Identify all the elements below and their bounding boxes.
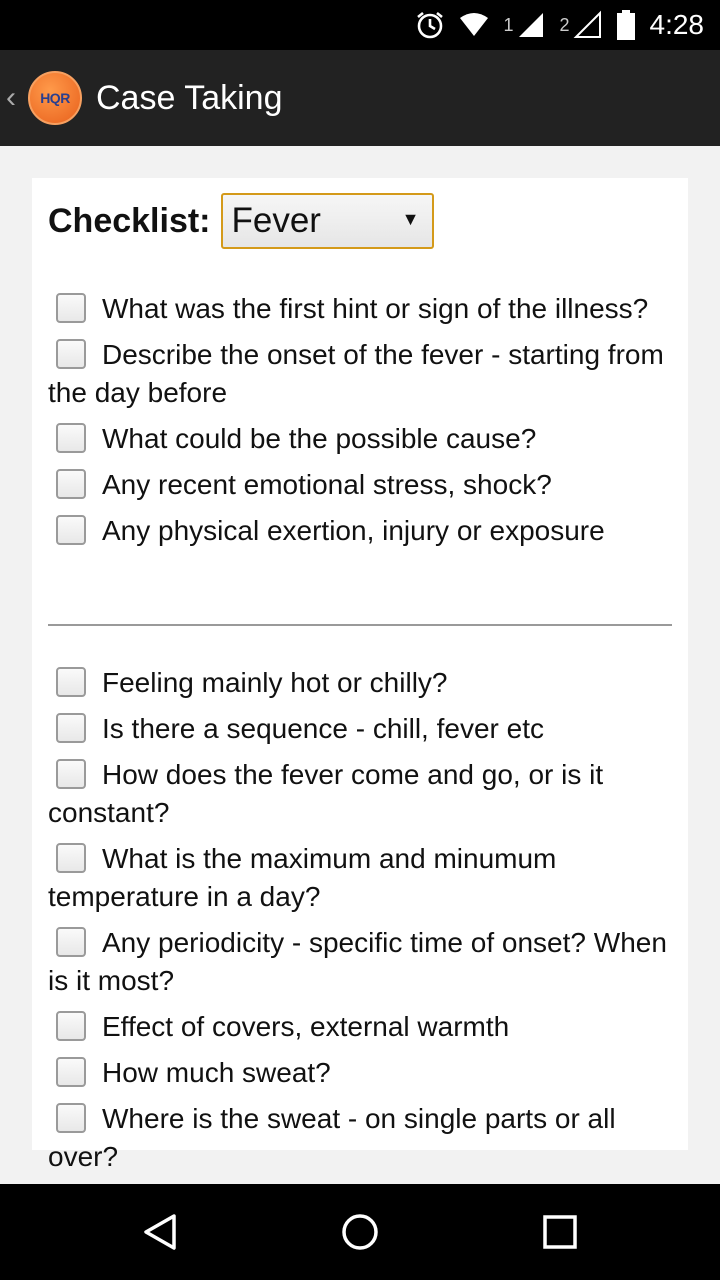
checkbox[interactable] xyxy=(56,759,86,789)
checklist-select[interactable] xyxy=(221,193,434,249)
checkbox[interactable] xyxy=(56,339,86,369)
checklist-item[interactable] xyxy=(48,1008,678,1046)
checklist-item[interactable] xyxy=(48,290,678,328)
back-triangle-icon[interactable] xyxy=(140,1212,180,1252)
checklist-item[interactable] xyxy=(48,924,678,1000)
checkbox[interactable] xyxy=(56,1103,86,1133)
checklist-item-label: How does the fever come and go, or is it constant? xyxy=(48,759,604,828)
sim1-label: 1 xyxy=(503,14,514,35)
checklist-item-label: Any physical exertion, injury or exposure xyxy=(102,515,605,546)
app-bar xyxy=(0,50,720,146)
checklist-card xyxy=(32,178,688,1172)
checklist-item-label: Any periodicity - specific time of onset? When is it most? xyxy=(48,927,667,996)
checklist-item-label: What is the maximum and minumum temperature in a day? xyxy=(48,843,557,912)
signal-icon xyxy=(574,11,602,39)
checklist-item-label: What was the first hint or sign of the illness? xyxy=(102,293,649,324)
checklist-item[interactable] xyxy=(48,466,678,504)
page-title: Case Taking xyxy=(96,78,283,117)
checklist-item[interactable] xyxy=(48,664,678,702)
signal-icon xyxy=(517,11,545,39)
checkbox[interactable] xyxy=(56,1011,86,1041)
checkbox[interactable] xyxy=(56,713,86,743)
checklist-item[interactable] xyxy=(48,1054,678,1092)
checklist-item[interactable] xyxy=(48,420,678,458)
checklist-item[interactable] xyxy=(48,710,678,748)
checkbox[interactable] xyxy=(56,515,86,545)
checklist-item[interactable] xyxy=(48,1100,678,1176)
alarm-icon xyxy=(415,10,445,40)
checklist-item-label: Where is the sweat - on single parts or all over? xyxy=(48,1103,616,1172)
chevron-left-icon[interactable]: ‹ xyxy=(6,81,16,114)
checkbox[interactable] xyxy=(56,469,86,499)
checklist-item-label: How much sweat? xyxy=(102,1057,331,1088)
checklist-item-label: Effect of covers, external warmth xyxy=(102,1011,510,1042)
checkbox[interactable] xyxy=(56,667,86,697)
checklist-item-label: Any recent emotional stress, shock? xyxy=(102,469,552,500)
sim2-label: 2 xyxy=(559,14,570,35)
checkbox[interactable] xyxy=(56,843,86,873)
status-time: 4:28 xyxy=(649,9,704,40)
checklist-item[interactable] xyxy=(48,512,678,550)
checklist-item[interactable] xyxy=(48,756,678,832)
checklist-group-1 xyxy=(48,290,678,558)
navigation-bar xyxy=(0,1184,720,1280)
checklist-label: Checklist: xyxy=(48,201,211,240)
checklist-select-value: Fever xyxy=(231,201,321,240)
section-divider xyxy=(48,624,672,626)
battery-icon xyxy=(616,10,636,40)
checklist-item-label: Feeling mainly hot or chilly? xyxy=(102,667,448,698)
home-circle-icon[interactable] xyxy=(340,1212,380,1252)
checklist-item-label: What could be the possible cause? xyxy=(102,423,537,454)
checklist-selector-row xyxy=(48,193,434,249)
checkbox[interactable] xyxy=(56,927,86,957)
checkbox[interactable] xyxy=(56,423,86,453)
wifi-icon xyxy=(459,12,489,38)
app-logo[interactable] xyxy=(28,71,82,125)
checklist-item[interactable] xyxy=(48,336,678,412)
dropdown-arrow-icon: ▼ xyxy=(401,209,420,229)
checkbox[interactable] xyxy=(56,1057,86,1087)
checkbox[interactable] xyxy=(56,293,86,323)
checklist-item-label: Describe the onset of the fever - starting from the day before xyxy=(48,339,664,408)
logo-text: HQR xyxy=(40,90,70,106)
recents-square-icon[interactable] xyxy=(540,1212,580,1252)
status-bar xyxy=(0,0,720,50)
checklist-item-label: Is there a sequence - chill, fever etc xyxy=(102,713,544,744)
checklist-group-2 xyxy=(48,664,678,1184)
checklist-item[interactable] xyxy=(48,840,678,916)
